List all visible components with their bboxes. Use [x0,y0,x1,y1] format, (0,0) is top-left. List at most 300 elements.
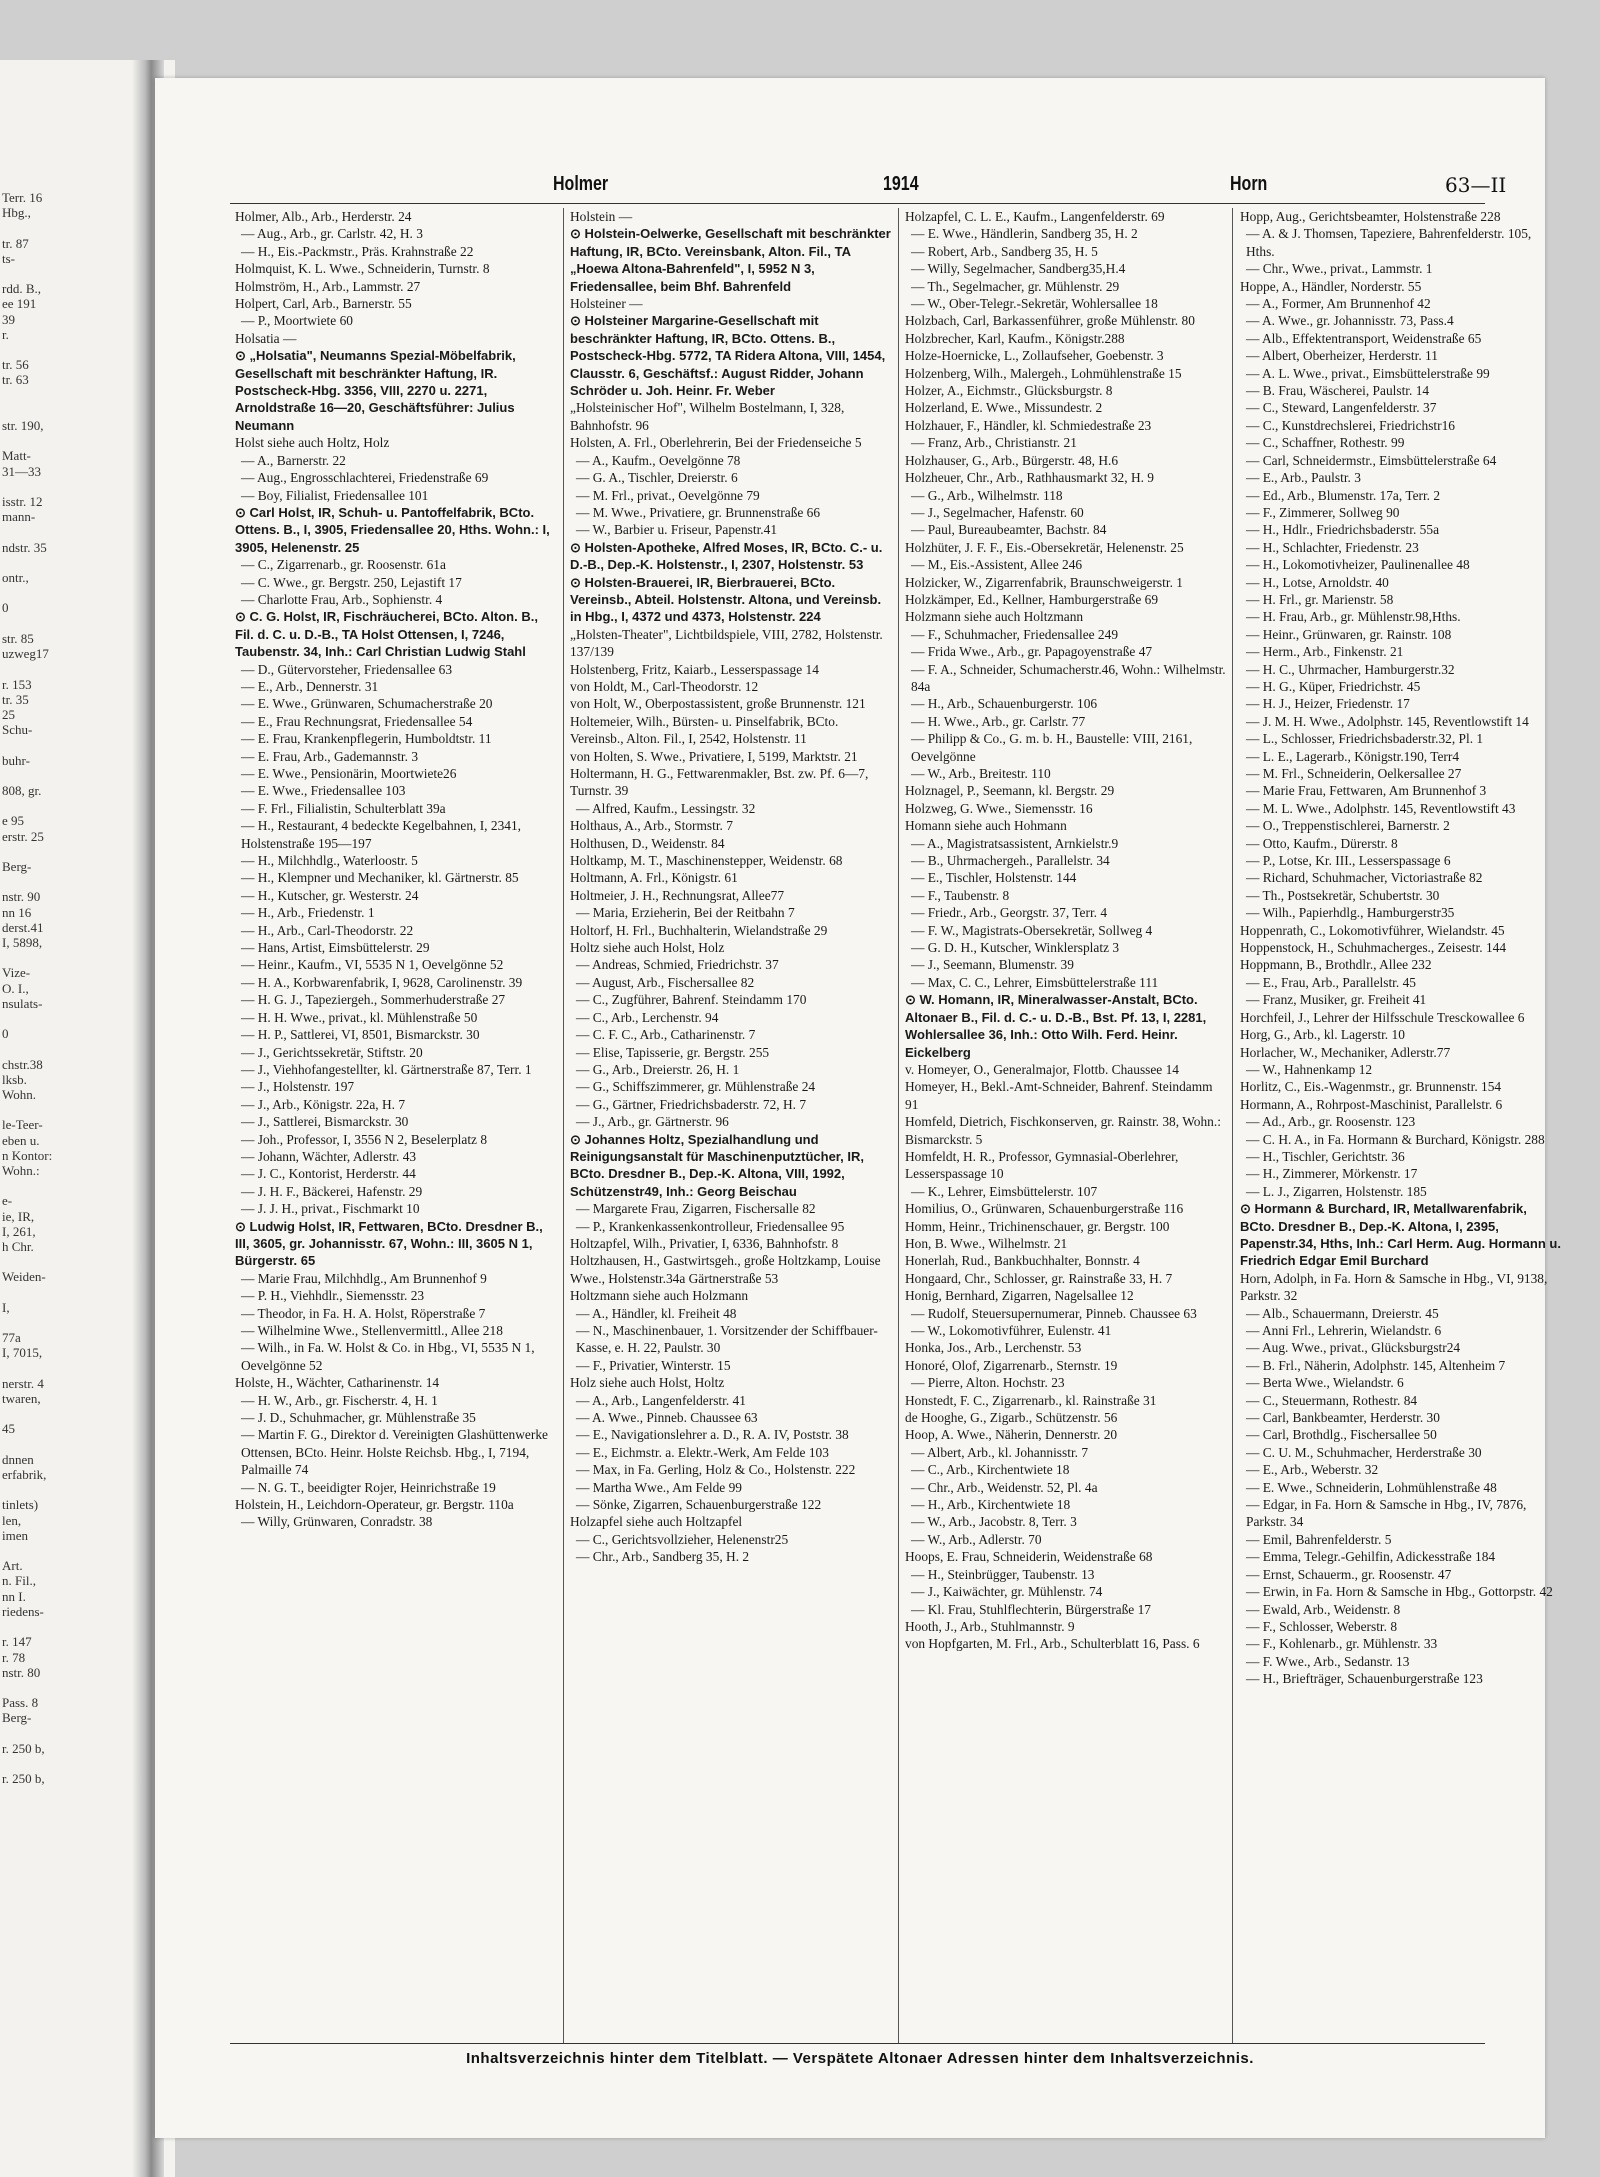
directory-entry: — Ed., Arb., Blumenstr. 17a, Terr. 2 [1246,487,1441,503]
edge-fragment: eben u. [2,1132,40,1148]
edge-fragment: uzweg17 [2,646,49,662]
directory-entry: — E. Wwe., Pensionärin, Moortwiete26 [241,766,457,781]
directory-entry: — C., Steward, Langenfelderstr. 37 [1246,400,1437,416]
edge-fragment: riedens- [2,1603,44,1619]
directory-entry: — H. C., Uhrmacher, Hamburgerstr.32 [1246,661,1455,677]
directory-entry: — A. L. Wwe., privat., Eimsbüttelerstraße 99 [1246,365,1490,381]
directory-entry: — E. Wwe., Friedensallee 103 [241,783,406,799]
directory-entry: — C., Zugführer, Bahrenf. Steindamm 170 [576,992,807,1008]
directory-entry: — Chr., Wwe., privat., Lammstr. 1 [1246,261,1433,277]
directory-entry: — A. Wwe., gr. Johannisstr. 73, Pass.4 [1246,313,1454,329]
directory-entry: — Ewald, Arb., Weidenstr. 8 [1246,1601,1401,1617]
edge-fragment: le-Teer- [2,1117,43,1133]
column-1 [235,208,557,1531]
header-year: 1914 [883,173,919,195]
directory-entry: — E., Eichmstr. a. Elektr.-Werk, Am Felde 103 [576,1444,829,1460]
edge-fragment: mann- [2,509,36,525]
directory-entry: Hoppe, A., Händler, Norderstr. 55 [1240,278,1422,294]
edge-fragment [0,844,130,859]
edge-fragment: nn I. [2,1588,26,1604]
directory-entry: Holtemeier, Wilh., Bürsten- u. Pinselfabrik, BCto. Vereinsb., Alton. Fil., I, 2542, Holstenstr. 11 [570,713,839,747]
edge-fragment [0,768,130,783]
directory-entry: — Marie Frau, Milchhdlg., Am Brunnenhof 9 [241,1270,487,1286]
directory-entry: — G. A., Tischler, Dreierstr. 6 [576,470,738,486]
directory-entry: — Th., Postsekretär, Schubertstr. 30 [1246,887,1440,903]
edge-fragment [0,1756,130,1771]
edge-fragment [0,403,130,418]
directory-entry: — C., Zigarrenarb., gr. Roosenstr. 61a [241,557,446,573]
directory-entry: — F., Schlosser, Weberstr. 8 [1246,1618,1398,1634]
directory-entry: — Margarete Frau, Zigarren, Fischersalle 82 [576,1201,816,1217]
directory-entry: — E., Arb., Dennerstr. 31 [241,678,379,694]
directory-entry: — J., Viehhofangestellter, kl. Gärtnerstraße 87, Terr. 1 [241,1061,532,1077]
directory-entry: — C., Schaffner, Rothestr. 99 [1246,435,1405,451]
edge-fragment: tr. 56 [2,357,29,373]
directory-entry: — Albert, Oberheizer, Herderstr. 11 [1246,348,1438,364]
edge-fragment [0,1619,130,1634]
directory-entry: Holtmann, A. Frl., Königstr. 61 [570,870,738,886]
edge-fragment [0,874,130,889]
header-left-word: Holmer [553,173,609,195]
edge-fragment: 0 [2,600,9,616]
directory-entry: — O., Treppenstischlerei, Barnerstr. 2 [1246,818,1450,834]
directory-entry: Holzhauer, F., Händler, kl. Schmiedestraße 23 [905,417,1152,433]
directory-entry: Hopp, Aug., Gerichtsbeamter, Holstenstraße 228 [1240,209,1501,224]
directory-entry: v. Homeyer, O., Generalmajor, Flottb. Chaussee 14 [905,1061,1179,1077]
directory-entry: von Hopfgarten, M. Frl., Arb., Schulterblatt 16, Pass. 6 [905,1636,1200,1652]
directory-entry: — Elise, Tapisserie, gr. Bergstr. 255 [576,1044,770,1060]
directory-entry: Hoppenstock, H., Schuhmacherges., Zeisestr. 144 [1240,940,1507,956]
directory-entry: — J. M. H. Wwe., Adolphstr. 145, Reventlowstift 14 [1246,713,1529,729]
directory-entry: Horlitz, C., Eis.-Wagenmstr., gr. Brunnenstr. 154 [1240,1079,1502,1095]
directory-entry: de Hooghe, G., Zigarb., Schützenstr. 56 [905,1410,1118,1426]
directory-entry: — M. L. Wwe., Adolphstr. 145, Reventlowstift 43 [1246,800,1516,816]
edge-fragment: Vize- [2,965,31,981]
directory-entry: — J. J. H., privat., Fischmarkt 10 [241,1201,420,1217]
directory-entry: — H., Restaurant, 4 bedeckte Kegelbahnen, I, 2341, Holstenstraße 195—197 [241,818,522,851]
directory-entry: — Alb., Schauermann, Dreierstr. 45 [1246,1305,1439,1321]
directory-entry: — Aug., Engrosschlachterei, Friedenstraße 69 [241,470,489,486]
edge-fragment [0,342,130,357]
directory-entry: — E., Arb., Weberstr. 32 [1246,1462,1379,1478]
directory-entry: — E., Arb., Paulstr. 3 [1246,470,1361,486]
column-divider [1232,208,1233,2043]
directory-entry: — Johann, Wächter, Adlerstr. 43 [241,1148,417,1164]
directory-entry: ⊙ W. Homann, IR, Mineralwasser-Anstalt, BCto. Altonaer B., Fil. d. C.- u. D.-B., Bst. Pf. 13, I, 2281, Wohlersallee 36, Inh.: Otto Wilh. Ferd. Heinr. Eickelberg [905,992,1207,1060]
directory-entry: — Paul, Bureaubeamter, Bachstr. 84 [911,522,1107,538]
edge-fragment [0,1254,130,1269]
directory-entry: — H. Wwe., Arb., gr. Carlstr. 77 [911,713,1086,729]
directory-entry: — Boy, Filialist, Friedensallee 101 [241,487,429,503]
directory-entry: — Chr., Arb., Weidenstr. 52, Pl. 4a [911,1479,1098,1495]
directory-entry: — A. Wwe., Pinneb. Chaussee 63 [576,1410,758,1426]
edge-fragment: 45 [2,1421,15,1437]
footer-rule [230,2043,1485,2044]
directory-entry: — Aug. Wwe., privat., Glücksburgstr24 [1246,1340,1461,1356]
directory-entry: — Andreas, Schmied, Friedrichstr. 37 [576,957,779,973]
directory-entry: — C. U. M., Schuhmacher, Herderstraße 30 [1246,1444,1482,1460]
directory-entry: — F. Wwe., Arb., Sedanstr. 13 [1246,1653,1410,1669]
edge-fragment: isstr. 12 [2,494,43,510]
directory-entry: — J. D., Schuhmacher, gr. Mühlenstraße 35 [241,1410,476,1426]
edge-fragment [0,737,130,752]
edge-fragment [0,1011,130,1026]
directory-entry: von Holdt, M., Carl-Theodorstr. 12 [570,678,759,694]
directory-entry: — A., Barnerstr. 22 [241,452,346,468]
directory-entry: ⊙ Carl Holst, IR, Schuh- u. Pantoffelfabrik, BCto. Ottens. B., I, 3905, Friedensallee 20, Hths. Wohn.: I, 3905, Helenenstr. 25 [235,504,550,555]
directory-entry: — J., Arb., gr. Gärtnerstr. 96 [576,1114,729,1130]
edge-fragment: n. Fil., [2,1573,36,1589]
edge-fragment: ontr., [2,570,29,586]
edge-fragment: dnnen [2,1451,34,1467]
directory-entry: Horlacher, W., Mechaniker, Adlerstr.77 [1240,1044,1451,1060]
edge-fragment: chstr.38 [2,1056,43,1072]
edge-fragment: derst.41 [2,919,44,935]
directory-entry: — Carl, Brothdlg., Fischersallee 50 [1246,1427,1437,1443]
edge-fragment: Berg- [2,1710,32,1726]
edge-fragment: O. I., [2,980,29,996]
directory-entry: — Max, C. C., Lehrer, Eimsbüttelerstraße 111 [911,974,1159,990]
directory-entry: Hon, B. Wwe., Wilhelmstr. 21 [905,1235,1068,1251]
directory-entry: — C., Arb., Lerchenstr. 94 [576,1009,719,1025]
directory-entry: — Th., Segelmacher, gr. Mühlenstr. 29 [911,278,1120,294]
directory-entry: — P., Moortwiete 60 [241,313,353,329]
edge-fragment: I, 5898, [2,934,43,950]
directory-entry: Holzapfel, C. L. E., Kaufm., Langenfelderstr. 69 [905,209,1165,224]
edge-fragment [0,555,130,570]
edge-fragment: n Kontor: [2,1147,53,1163]
directory-entry: — L. E., Lagerarb., Königstr.190, Terr4 [1246,748,1460,764]
edge-fragment: Terr. 16 [2,190,43,205]
directory-entry: — G., Schiffszimmerer, gr. Mühlenstraße 24 [576,1079,816,1095]
edge-fragment [0,1482,130,1497]
directory-entry: Holze-Hoernicke, L., Zollaufseher, Goebenstr. 3 [905,348,1164,364]
directory-entry: — Herm., Arb., Finkenstr. 21 [1246,644,1404,660]
edge-fragment: I, 7015, [2,1345,43,1361]
directory-entry: Holzbrecher, Karl, Kaufm., Königstr.288 [905,330,1125,346]
directory-entry: ⊙ C. G. Holst, IR, Fischräucherei, BCto. Alton. B., Fil. d. C. u. D.-B., TA Holst Ottensen, I, 7246, Taubenstr. 34, Inh.: Carl Christian Ludwig Stahl [235,609,538,660]
directory-entry: — E. Wwe., Schneiderin, Lohmühlenstraße 48 [1246,1479,1497,1495]
directory-entry: Homm, Heinr., Trichinenschauer, gr. Bergstr. 100 [905,1218,1170,1234]
directory-entry: Holstein, H., Leichdorn-Operateur, gr. Bergstr. 110a [235,1497,514,1513]
directory-entry: — F., Zimmerer, Sollweg 90 [1246,504,1400,520]
directory-entry: Holz siehe auch Holst, Holtz [570,1375,725,1391]
edge-fragment: lksb. [2,1071,27,1087]
directory-entry: — Frida Wwe., Arb., gr. Papagoyenstraße 47 [911,644,1153,660]
edge-fragment: 39 [2,311,15,327]
directory-entry: — Kl. Frau, Stuhlflechterin, Bürgerstraße 17 [911,1601,1151,1617]
directory-entry: ⊙ Holsteiner Margarine-Gesellschaft mit beschränkter Haftung, IR, BCto. Ottens. B., Postscheck-Hbg. 5772, TA Ridera Altona, VIII, 1454, Clausstr. 6, Geschäftsf.: August Ridder, Johann Schröder u. Joh. Heinr. Fr. Weber [570,313,886,399]
directory-entry: — Wilh., in Fa. W. Holst & Co. in Hbg., VI, 5535 N 1, Oevelgönne 52 [241,1340,535,1373]
directory-entry: — M. Frl., privat., Oevelgönne 79 [576,487,760,503]
edge-fragment: str. 85 [2,630,34,646]
edge-fragment [0,585,130,600]
edge-fragment [0,950,130,965]
directory-entry: Hooth, J., Arb., Stuhlmannstr. 9 [905,1618,1075,1634]
edge-fragment: Matt- [2,448,31,464]
directory-entry: — W., Ober-Telegr.-Sekretär, Wohlersallee 18 [911,296,1158,312]
edge-fragment: r. 250 b, [2,1740,45,1756]
edge-fragment: nerstr. 4 [2,1375,44,1391]
directory-entry: — C. H. A., in Fa. Hormann & Burchard, Königstr. 288 [1246,1131,1545,1147]
directory-entry: — W., Arb., Jacobstr. 8, Terr. 3 [911,1514,1077,1530]
directory-entry: — H. A., Korbwarenfabrik, I, 9628, Carolinenstr. 39 [241,974,523,990]
directory-entry: — G. D. H., Kutscher, Winklersplatz 3 [911,940,1120,956]
edge-fragment: tr. 87 [2,235,29,251]
column-2 [570,208,892,1566]
edge-fragment [0,661,130,676]
directory-entry: — C., Kunstdrechslerei, Friedrichstr16 [1246,417,1455,433]
edge-fragment: twaren, [2,1391,41,1407]
directory-entry: — Marie Frau, Fettwaren, Am Brunnenhof 3 [1246,783,1487,799]
edge-fragment: buhr- [2,752,30,768]
edge-fragment: Schu- [2,722,33,738]
directory-entry: — B. Frl., Näherin, Adolphstr. 145, Altenheim 7 [1246,1357,1506,1373]
directory-entry: — Ad., Arb., gr. Roosenstr. 123 [1246,1114,1416,1130]
directory-entry: — C., Arb., Kirchentwiete 18 [911,1462,1070,1478]
directory-entry: — J. H. F., Bäckerei, Hafenstr. 29 [241,1183,423,1199]
directory-entry: — A., Händler, kl. Freiheit 48 [576,1305,737,1321]
directory-entry: — H., Klempner und Mechaniker, kl. Gärtnerstr. 85 [241,870,519,886]
edge-fragment: Wohn. [2,1086,36,1102]
edge-fragment: imen [2,1527,28,1543]
edge-fragment [0,1285,130,1300]
directory-entry: — L., Schlosser, Friedrichsbaderstr.32, Pl. 1 [1246,731,1484,747]
directory-entry: — Erwin, in Fa. Horn & Samsche in Hbg., Gottorpstr. 42 [1246,1584,1553,1600]
directory-entry: — J. C., Kontorist, Herderstr. 44 [241,1166,416,1182]
directory-entry: — H., Tischler, Gerichtstr. 36 [1246,1148,1405,1164]
directory-entry: Horchfeil, J., Lehrer der Hilfsschule Tresckowallee 6 [1240,1009,1525,1025]
directory-entry: Holzmann siehe auch Holtzmann [905,609,1084,625]
edge-fragment: ee 191 [2,296,37,312]
edge-fragment [0,1680,130,1695]
directory-entry: Holmquist, K. L. Wwe., Schneiderin, Turnstr. 8 [235,261,490,277]
edge-fragment: e 95 [2,813,25,829]
directory-entry: — E., Frau Rechnungsrat, Friedensallee 54 [241,713,473,729]
directory-entry: — E., Frau, Arb., Parallelstr. 45 [1246,974,1416,990]
directory-entry: Horg, G., Arb., kl. Lagerstr. 10 [1240,1027,1405,1043]
directory-entry: Honka, Jos., Arb., Lerchenstr. 53 [905,1340,1082,1356]
directory-entry: — Martin F. G., Direktor d. Vereinigten Glashüttenwerke Ottensen, BCto. Heinr. Holste Reichsb. Hbg., I, 7194, Palmaille 74 [241,1427,548,1478]
directory-entry: Holzenberg, Wilh., Malergeh., Lohmühlenstraße 15 [905,365,1182,381]
directory-entry: — Franz, Arb., Christianstr. 21 [911,435,1077,451]
directory-entry: Holtzapfel, Wilh., Privatier, I, 6336, Bahnhofstr. 8 [570,1235,839,1251]
header-rule [230,203,1485,204]
edge-fragment: tr. 63 [2,372,29,388]
edge-fragment: Hbg., [2,205,31,221]
edge-fragment: Weiden- [2,1269,46,1285]
directory-entry: — W., Hahnenkamp 12 [1246,1061,1373,1077]
directory-entry: — Richard, Schuhmacher, Victoriastraße 82 [1246,870,1483,886]
directory-entry: Holzhauser, G., Arb., Bürgerstr. 48, H.6 [905,452,1119,468]
directory-entry: — G., Arb., Wilhelmstr. 118 [911,487,1063,503]
directory-entry: Holthaus, A., Arb., Stormstr. 7 [570,818,733,834]
page-header [155,173,1545,213]
directory-entry: — E. Frau, Arb., Gademannstr. 3 [241,748,419,764]
directory-entry: — Alfred, Kaufm., Lessingstr. 32 [576,800,756,816]
directory-entry: — H. H. Wwe., privat., kl. Mühlenstraße 50 [241,1009,478,1025]
directory-entry: — Wilhelmine Wwe., Stellenvermittl., Allee 218 [241,1323,503,1338]
directory-entry: — A., Former, Am Brunnenhof 42 [1246,296,1431,312]
directory-entry: ⊙ Hormann & Burchard, IR, Metallwarenfabrik, BCto. Dresdner B., Dep.-K. Altona, I, 2395, Papenstr.34, Hths, Inh.: Carl Herm. Aug. Hormann u. Friedrich Edgar Emil Burchard [1240,1201,1561,1269]
edge-fragment [0,1178,130,1193]
footer-note: Inhaltsverzeichnis hinter dem Titelblatt. — Verspätete Altonaer Adressen hinter dem Inhaltsverzeichnis. [466,2050,1254,2067]
edge-fragment: 25 [2,706,15,722]
directory-entry: — Martha Wwe., Am Felde 99 [576,1479,742,1495]
edge-fragment [0,433,130,448]
directory-entry: — E., Navigationslehrer a. D., R. A. IV, Poststr. 38 [576,1427,849,1443]
directory-entry: — August, Arb., Fischersallee 82 [576,974,755,990]
edge-fragment: h Chr. [2,1239,34,1255]
directory-entry: Holzweg, G. Wwe., Siemensstr. 16 [905,800,1093,816]
edge-fragment [0,616,130,631]
directory-entry: — Alb., Effektentransport, Weidenstraße 65 [1246,330,1482,346]
directory-entry: — H. P., Sattlerei, VI, 8501, Bismarckstr. 30 [241,1027,480,1043]
edge-fragment [0,524,130,539]
directory-entry: — H., Lotse, Arnoldstr. 40 [1246,574,1389,590]
edge-fragment [0,266,130,281]
header-right-word: Horn [1230,173,1268,195]
edge-fragment: len, [2,1512,22,1528]
edge-fragment: nstr. 90 [2,889,41,905]
directory-entry: — A., Magistratsassistent, Arnkielstr.9 [911,835,1119,851]
directory-entry: Hoops, E. Frau, Schneiderin, Weidenstraße 68 [905,1549,1153,1565]
edge-fragment: I, [2,1299,10,1315]
edge-fragment: 808, gr. [2,782,42,798]
directory-entry: Holzerland, E. Wwe., Missundestr. 2 [905,400,1103,416]
directory-entry: — H., Hdlr., Friedrichsbaderstr. 55a [1246,522,1440,538]
directory-entry: — J., Holstenstr. 197 [241,1079,355,1095]
edge-fragment [0,220,130,235]
directory-entry: — Rudolf, Steuersupernumerar, Pinneb. Chaussee 63 [911,1305,1197,1321]
edge-fragment [0,1543,130,1558]
directory-entry: — H., Arb., Kirchentwiete 18 [911,1497,1071,1513]
directory-entry: — Robert, Arb., Sandberg 35, H. 5 [911,243,1098,259]
directory-entry: Homilius, O., Grünwaren, Schauenburgerstraße 116 [905,1201,1184,1217]
directory-entry: — H., Arb., Carl-Theodorstr. 22 [241,922,414,938]
directory-entry: — C., Steuermann, Rothestr. 84 [1246,1392,1418,1408]
edge-fragment [0,479,130,494]
edge-fragment: ndstr. 35 [2,539,47,555]
edge-fragment: nsulats- [2,995,43,1011]
edge-fragment: str. 190, [2,418,44,434]
edge-fragment [0,1041,130,1056]
directory-entry: — H., Arb., Schauenburgerstr. 106 [911,696,1098,712]
directory-entry: von Holten, S. Wwe., Privatiere, I, 5199, Marktstr. 21 [570,748,858,764]
directory-entry: — F., Kohlenarb., gr. Mühlenstr. 33 [1246,1636,1438,1652]
directory-entry: — Charlotte Frau, Arb., Sophienstr. 4 [241,591,443,607]
edge-fragment: I, 261, [2,1223,36,1239]
directory-entry: — C., Gerichtsvollzieher, Helenenstr25 [576,1531,789,1547]
directory-entry: ⊙ Holsten-Apotheke, Alfred Moses, IR, BCto. C.- u. D.-B., Dep.-K. Holstenstr., I, 2307, Holstenstr. 53 [570,539,883,573]
directory-entry: Holmström, H., Arb., Lammstr. 27 [235,278,421,294]
directory-entry: — Max, in Fa. Gerling, Holz & Co., Holstenstr. 222 [576,1462,856,1478]
directory-entry: — E. Wwe., Grünwaren, Schumacherstraße 20 [241,696,493,712]
directory-entry: — F. A., Schneider, Schumacherstr.46, Wohn.: Wilhelmstr. 84a [911,661,1226,694]
directory-entry: — H., Lokomotivheizer, Paulinenallee 48 [1246,557,1470,573]
directory-entry: — Edgar, in Fa. Horn & Samsche in Hbg., IV, 7876, Parkstr. 34 [1246,1497,1527,1530]
directory-entry: — C. Wwe., gr. Bergstr. 250, Lejastift 17 [241,574,462,590]
directory-entry: — M. Frl., Schneiderin, Oelkersallee 27 [1246,766,1462,781]
directory-entry: Hoop, A. Wwe., Näherin, Dennerstr. 20 [905,1427,1118,1443]
directory-entry: — E. Frau, Krankenpflegerin, Humboldtstr. 11 [241,731,492,747]
directory-entry: — E., Tischler, Holstenstr. 144 [911,870,1077,886]
directory-entry: Holtorf, H. Frl., Buchhalterin, Wielandstraße 29 [570,922,828,938]
directory-entry: — G., Arb., Dreierstr. 26, H. 1 [576,1061,740,1077]
directory-entry: „Holsteinischer Hof", Wilhelm Bostelmann, I, 328, Bahnhofstr. 96 [570,400,845,433]
column-divider [898,208,899,2043]
directory-entry: Holsatia — [235,330,297,346]
edge-fragment [0,1361,130,1376]
directory-entry: — A. & J. Thomsen, Tapeziere, Bahrenfelderstr. 105, Hths. [1246,226,1532,259]
directory-entry: — L. J., Zigarren, Holstenstr. 185 [1246,1183,1427,1199]
edge-fragment: r. 153 [2,676,32,692]
directory-entry: Holzbach, Carl, Barkassenführer, große Mühlenstr. 80 [905,313,1195,329]
edge-fragment: Art. [2,1558,23,1574]
directory-entry: — Maria, Erzieherin, Bei der Reitbahn 7 [576,905,795,921]
directory-entry: — W., Arb., Breitestr. 110 [911,766,1051,781]
directory-entry: Hoppmann, B., Brothdlr., Allee 232 [1240,957,1432,973]
directory-entry: — W., Arb., Adlerstr. 70 [911,1531,1042,1547]
directory-entry: — Berta Wwe., Wielandstr. 6 [1246,1375,1404,1391]
directory-entry: — M. Wwe., Privatiere, gr. Brunnenstraße 66 [576,504,821,520]
directory-entry: ⊙ Holstein-Oelwerke, Gesellschaft mit beschränkter Haftung, IR, BCto. Vereinsbank, Alton. Fil., TA „Hoewa Altona-Bahrenfeld", I, 5952 N 3, Friedensallee, beim Bhf. Bahrenfeld [570,226,891,294]
directory-entry: Holstenberg, Fritz, Kaiarb., Lesserspassage 14 [570,661,819,677]
directory-entry: „Holsten-Theater", Lichtbildspiele, VIII, 2782, Holstenstr. 137/139 [570,626,883,660]
directory-entry: Holtzmann siehe auch Holzmann [570,1288,749,1304]
edge-fragment: tinlets) [2,1497,39,1513]
directory-entry: — P., Krankenkassenkontrolleur, Friedensallee 95 [576,1218,845,1234]
directory-entry: — Franz, Musiker, gr. Freiheit 41 [1246,992,1427,1008]
directory-entry: — Aug., Arb., gr. Carlstr. 42, H. 3 [241,226,423,242]
directory-entry: — H., Milchhdlg., Waterloostr. 5 [241,853,418,869]
directory-entry: — Otto, Kaufm., Dürerstr. 8 [1246,835,1398,851]
directory-entry: Holzhüter, J. F. F., Eis.-Obersekretär, Helenenstr. 25 [905,539,1184,555]
edge-fragment [0,1726,130,1741]
edge-fragment: nstr. 80 [2,1664,41,1680]
directory-page [155,78,1561,2138]
directory-entry: — Chr., Arb., Sandberg 35, H. 2 [576,1549,750,1565]
edge-fragment [0,1437,130,1452]
directory-entry: Homfeld, Dietrich, Fischkonserven, gr. Rainstr. 38, Wohn.: Bismarckstr. 5 [905,1114,1221,1147]
edge-fragment [0,1102,130,1117]
edge-fragment: 31—33 [2,463,41,479]
edge-fragment: Wohn.: [2,1163,40,1178]
directory-entry: Hongaard, Chr., Schlosser, gr. Rainstraße 33, H. 7 [905,1270,1173,1286]
directory-entry: — Friedr., Arb., Georgstr. 37, Terr. 4 [911,905,1108,921]
directory-entry: Hoppenrath, C., Lokomotivführer, Wielandstr. 45 [1240,922,1505,938]
edge-fragment: 0 [2,1026,9,1042]
directory-entry: ⊙ Johannes Holtz, Spezialhandlung und Reinigungsanstalt für Maschinenputztücher, IR, BCto. Dresdner B., Dep.-K. Altona, VIII, 1992, Schützenstr49, Inh.: Georg Beischau [570,1131,864,1199]
directory-entry: Holst siehe auch Holtz, Holz [235,435,390,451]
directory-entry: Holtmeier, J. H., Rechnungsrat, Allee77 [570,887,785,903]
directory-entry: Honoré, Olof, Zigarrenarb., Sternstr. 19 [905,1357,1118,1373]
edge-fragment: erfabrik, [2,1467,47,1483]
directory-entry: — H. G. J., Tapeziergeh., Sommerhuderstraße 27 [241,992,506,1008]
edge-fragment: r. 78 [2,1649,26,1665]
directory-entry: — A., Kaufm., Oevelgönne 78 [576,452,741,468]
column-4 [1240,208,1562,1688]
directory-entry: Honig, Bernhard, Zigarren, Nagelsallee 12 [905,1288,1134,1304]
directory-entry: — J., Gerichtssekretär, Stiftstr. 20 [241,1044,423,1060]
directory-entry: Homann siehe auch Hohmann [905,818,1067,834]
edge-fragment: ts- [2,250,15,266]
directory-entry: — Anni Frl., Lehrerin, Wielandstr. 6 [1246,1323,1442,1338]
directory-entry: — H. G., Küper, Friedrichstr. 45 [1246,678,1421,694]
edge-fragment [0,1315,130,1330]
directory-entry: — H., Schlachter, Friedenstr. 23 [1246,539,1419,555]
directory-entry: — Heinr., Kaufm., VI, 5535 N 1, Oevelgönne 52 [241,957,504,973]
